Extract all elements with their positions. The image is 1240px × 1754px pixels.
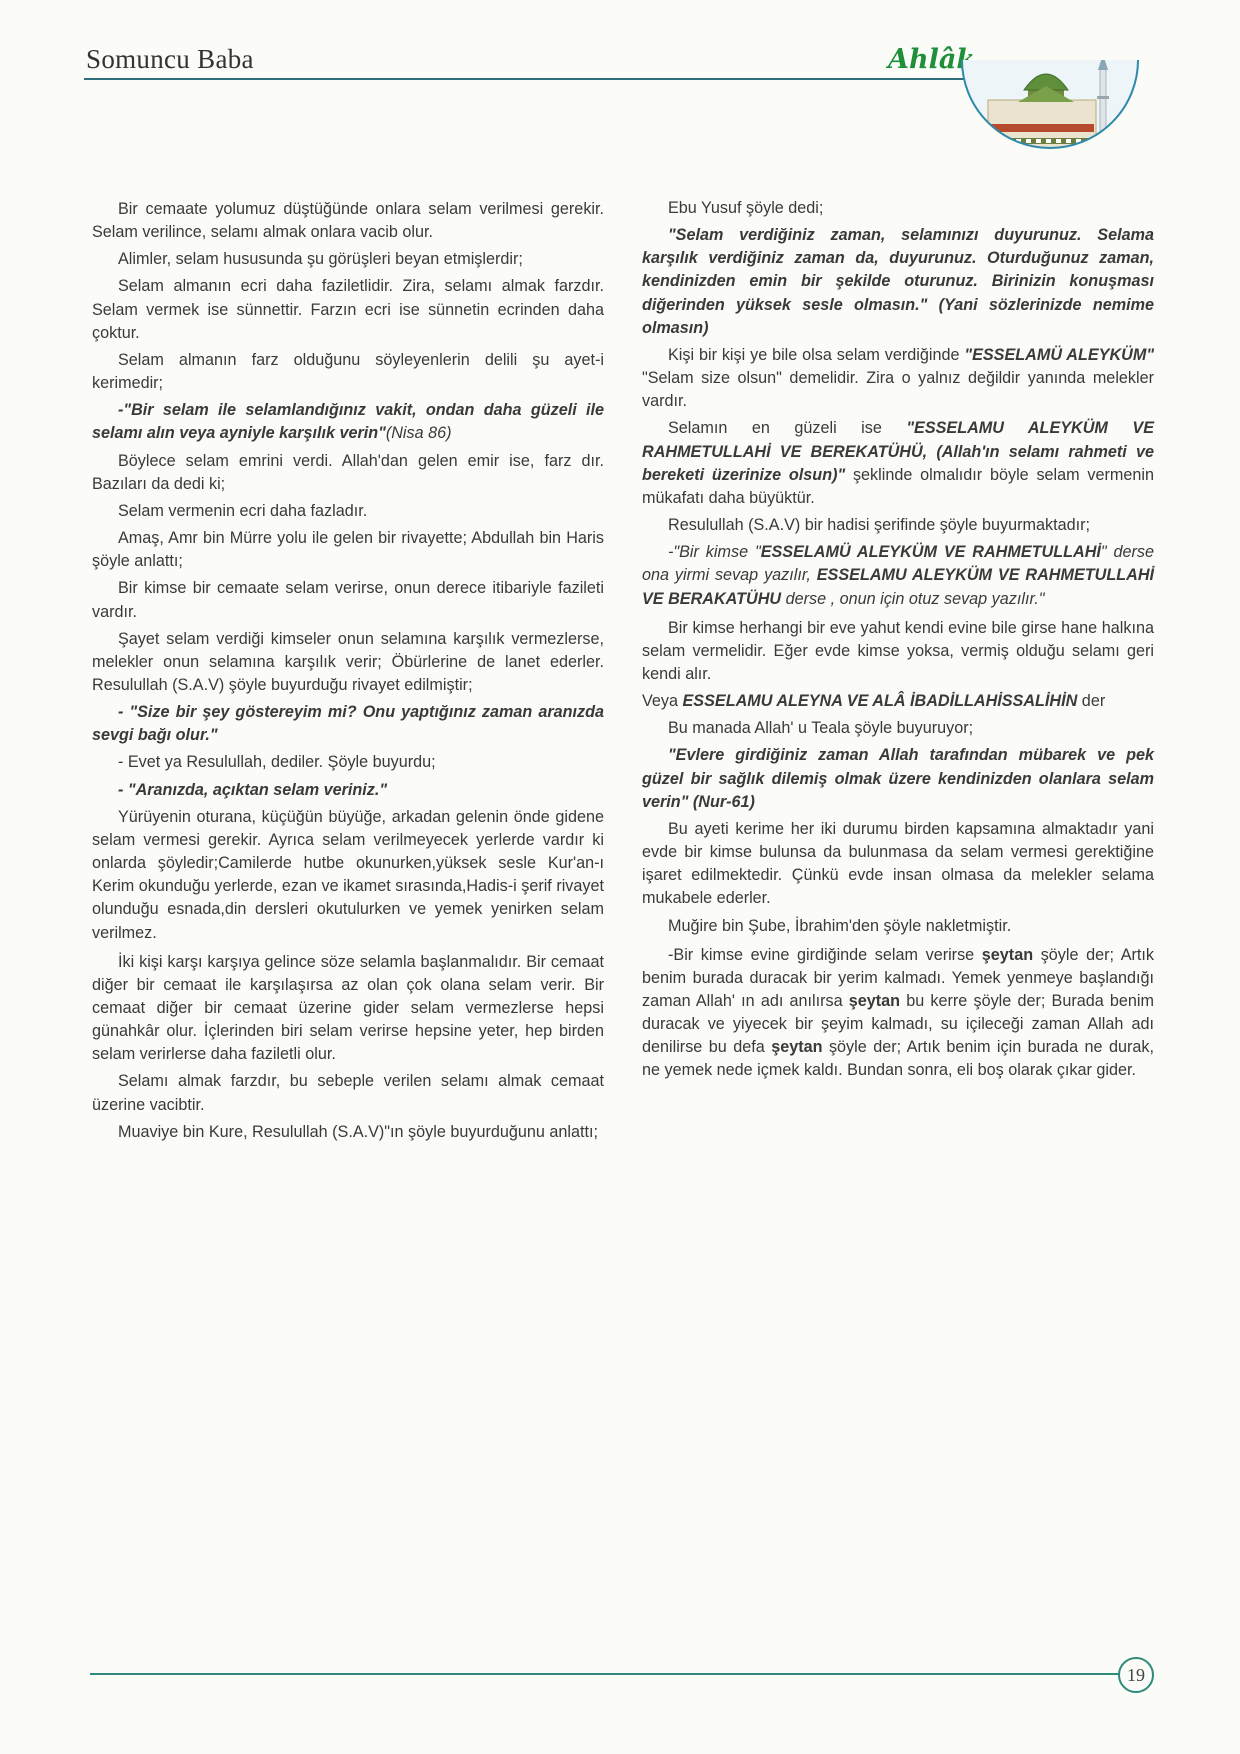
right-column [642, 197, 1154, 1087]
greeting-phrase: "ESSELAMÜ ALEYKÜM" [964, 345, 1154, 364]
left-column [92, 198, 604, 1148]
page-number: 19 [1118, 1657, 1154, 1693]
text-run: Veya [642, 692, 683, 711]
paragraph [642, 690, 1154, 713]
paragraph: Resulullah (S.A.V) bir hadisi şerifinde şöyle buyurmaktadır; [668, 516, 1090, 535]
verse-quote: "Evlere girdiğiniz zaman Allah tarafından mübarek ve pek güzel bir sağlık dilemiş olmak üzere kendinizden olanlara selam verin" (Nur-61) [642, 746, 1154, 811]
greeting-phrase: ESSELAMU ALEYKÜM VE RAHMETULLAHİ VE BERAKATÜHU [642, 566, 1155, 608]
paragraph: Selam almanın ecri daha faziletlidir. Zira, selamı almak farzdır. Selam vermek ise sünnettir. Farzın ecri ise sünnetin ecrinden daha çoktur. [92, 277, 604, 342]
text-run: derse , onun için otuz sevap yazılır." [781, 589, 1045, 608]
hadith-quote: - "Aranızda, açıktan selam veriniz." [118, 780, 388, 799]
greeting-phrase: ESSELAMÜ ALEYKÜM VE RAHMETULLAHİ [760, 543, 1101, 562]
verse-paragraph [92, 399, 604, 445]
paragraph [642, 417, 1154, 510]
mosque-emblem-icon [950, 40, 1150, 180]
greeting-phrase: "ESSELAMU ALEYKÜM VE RAHMETULLAHİ VE BEREKATÜHÜ, (Allah'ın selamı rahmeti ve bereketi üzerinize olsun)" [642, 419, 1154, 484]
paragraph: Selamı almak farzdır, bu sebeple verilen selamı almak cemaat üzerine vacibtir. [92, 1072, 604, 1114]
magazine-title: Somuncu Baba [86, 44, 254, 74]
text-run: bu kerre şöyle der; Burada benim duracak ve yiyecek bir şeyim kalmadı, su içileceği zaman Allah adı denilirse bu defa [642, 992, 1154, 1057]
paragraph: Bir kimse bir cemaate selam verirse, onun derece itibariyle fazileti vardır. [92, 579, 604, 621]
paragraph: Amaş, Amr bin Mürre yolu ile gelen bir rivayette; Abdullah bin Haris şöyle anlattı; [92, 529, 604, 571]
paragraph: Muaviye bin Kure, Resulullah (S.A.V)"ın şöyle buyurduğunu anlattı; [118, 1122, 598, 1141]
paragraph [642, 344, 1154, 413]
paragraph: İki kişi karşı karşıya gelince söze selamla başlanmalıdır. Bir cemaat diğer bir cemaat ile karşılaşırsa az olan çok olana selam verir. Bir cemaat diğer bir cemaat üzerine gider selam vermezlerse hepsi günahkâr olur. İçlerinden biri selam verirse hepsine yeter, hep birden selam verirlerse daha faziletli olur. [92, 952, 604, 1064]
verse-quote: -"Bir selam ile selamlandığınız vakit, ondan daha güzeli ile selamı alın veya ayniyle karşılık verin" [92, 401, 604, 443]
section-label: Ahlâk [888, 44, 976, 75]
paragraph: Selam almanın farz olduğunu söyleyenlerin delili şu ayet-i kerimedir; [92, 350, 604, 393]
paragraph: Bu manada Allah' u Teala şöyle buyuruyor; [668, 719, 974, 738]
paragraph: Böylece selam emrini verdi. Allah'dan gelen emir ise, farz dır. Bazıları da dedi ki; [92, 451, 604, 493]
text-run: Selamın en güzeli ise [668, 419, 907, 438]
paragraph: Ebu Yusuf şöyle dedi; [668, 199, 824, 217]
paragraph: Bir cemaate yolumuz düştüğünde onlara selam verilmesi gerekir. Selam verilince, selamı almak onlara vacib olur. [92, 200, 604, 242]
paragraph: Alimler, selam hususunda şu görüşleri beyan etmişlerdir; [118, 250, 523, 269]
paragraph: Yürüyenin oturana, küçüğün büyüğe, arkadan gelenin önde gidene selam vermesi gerekir. Ayrıca selam verilmeyecek yerlerde vardır ki onlarda şöyledir;Camilerde hutbe okunurken,yüksek sesle Kur'an-ı Kerim okunduğu yerlerde, ezan ve ikamet sırasında,Hadis-i şerif rivayet olunduğu esnada,din dersleri okutulurken ve yemek yenirken selam verilmez. [92, 807, 604, 942]
text-run: şeklinde olmalıdır böyle selam vermenin mükafatı daha büyüktür. [642, 465, 1154, 507]
text-run: -"Bir kimse " [668, 543, 761, 562]
paragraph: Bu ayeti kerime her iki durumu birden kapsamına almaktadır yani evde bir kimse bulunsa da bulunmasa da selam vermesi gerektiğine işaret edilmektedir. Çünkü evde insan olmasa da melekler selama mukabele ederler. [642, 819, 1154, 908]
emphasis-word: şeytan [771, 1038, 823, 1057]
text-run: " derse ona yirmi sevap yazılır, [642, 543, 1155, 585]
text-run: Kişi bir kişi ye bile olsa selam verdiğinde [668, 345, 965, 364]
greeting-phrase: ESSELAMU ALEYNA VE ALÂ İBADİLLAHİSSALİHİN [682, 692, 1078, 711]
header-rule [84, 78, 964, 80]
emphasis-word: şeytan [848, 992, 901, 1010]
text-run: şöyle der; Artık benim için burada ne durak, ne yemek nede içmek kaldı. Bundan sonra, eli boş olarak çıkar gider. [642, 1038, 1154, 1080]
text-run: şöyle der; Artık benim burada duracak bir yerim kalmadı. Yemek yenmeye başlandığı zaman Allah' ın adı anılırsa [642, 945, 1155, 1010]
emphasis-word: şeytan [981, 945, 1034, 964]
paragraph: Muğire bin Şube, İbrahim'den şöyle nakletmiştir. [668, 916, 1012, 935]
paragraph [642, 944, 1154, 1083]
hadith-quote: "Selam verdiğiniz zaman, selamınızı duyurunuz. Selama karşılık verdiğiniz zaman da, duyurunuz. Oturduğunuz zaman, kendinizden emin bir şekilde oturunuz. Birinizin konuşması diğerinden yüksek sesle olmasın." (Yani sözlerinizde nemime olmasın) [642, 226, 1154, 337]
paragraph: Şayet selam verdiği kimseler onun selamına karşılık vermezlerse, melekler onun selamına karşılık verir; Öbürlerine de lanet ederler. Resulullah (S.A.V) şöyle buyurduğu rivayet edilmiştir; [92, 629, 604, 694]
paragraph: - Evet ya Resulullah, dediler. Şöyle buyurdu; [118, 753, 436, 772]
text-run: -Bir kimse evine girdiğinde selam verirse [668, 945, 982, 964]
paragraph: Bir kimse herhangi bir eve yahut kendi evine bile girse hane halkına selam vermelidir. Eğer evde kimse yoksa, vermiş olduğu selamı geri kendi alır. [642, 618, 1154, 683]
verse-reference: (Nisa 86) [385, 424, 452, 443]
hadith-paragraph [642, 541, 1154, 610]
footer-rule [90, 1673, 1120, 1675]
text-run: "Selam size olsun" demelidir. Zira o yalnız değildir yanında melekler vardır. [642, 369, 1154, 411]
paragraph: Selam vermenin ecri daha fazladır. [118, 501, 368, 520]
text-run: der [1077, 692, 1106, 711]
hadith-quote: - "Size bir şey göstereyim mi? Onu yaptığınız zaman aranızda sevgi bağı olur." [92, 703, 604, 745]
